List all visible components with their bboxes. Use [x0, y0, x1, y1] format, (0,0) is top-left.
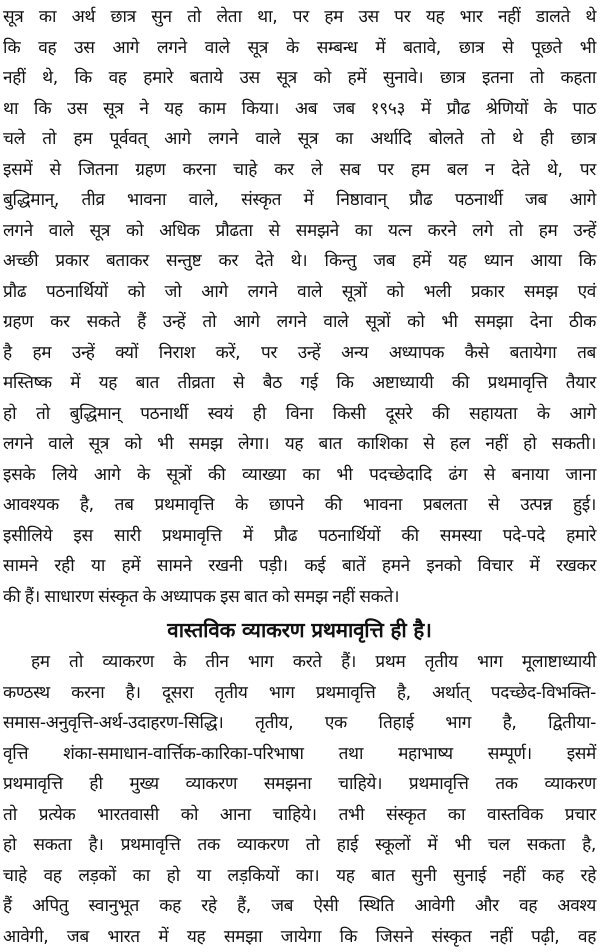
text-line: लगने वाले सूत्र को अधिक प्रौढता से समझने का यत्न करने लगे तो हम उन्हें	[3, 216, 596, 247]
text-line: मस्तिष्क में यह बात तीव्रता से बैठ गई कि अष्टाध्यायी की प्रथमावृत्ति तैयार	[3, 368, 596, 399]
text-line: प्रथमावृत्ति ही मुख्य व्याकरण समझना चाहिये। प्रथमावृत्ति तक व्याकरण	[3, 769, 596, 800]
text-line: सामने रही या हमें सामने रखनी पड़ी। कई बातें हमने इनको विचार में रखकर	[3, 551, 596, 582]
text-line: हैं अपितु स्वानुभूत कह रहे हैं, जब ऐसी स्थिति आवेगी और वह अवश्य	[3, 891, 596, 922]
text-line: बुद्धिमान्, तीव्र भावना वाले, संस्कृत में निष्ठावान् प्रौढ पठनार्थी जब आगे	[3, 185, 596, 216]
text-line: हम तो व्याकरण के तीन भाग करते हैं। प्रथम तृतीय भाग मूलाष्टाध्यायी	[3, 647, 596, 678]
text-line: कि वह उस आगे लगने वाले सूत्र के सम्बन्ध में बतावे, छात्र से पूछते भी	[3, 33, 596, 64]
text-line: चले तो हम पूर्ववत् आगे लगने वाले सूत्र का अर्थादि बोलते तो थे ही छात्र	[3, 124, 596, 155]
text-line: आवेगी, जब भारत में यह समझा जायेगा कि जिसने संस्कृत नहीं पढ़ी, वह	[3, 922, 596, 952]
text-line: आवश्यक है, तब प्रथमावृत्ति के छापने की भावना प्रबलता से उत्पन्न हुई।	[3, 490, 596, 521]
text-line: था कि उस सूत्र ने यह काम किया। अब जब १९५३ में प्रौढ श्रेणियों के पाठ	[3, 94, 596, 125]
text-line: है हम उन्हें क्यों निराश करें, पर उन्हें अन्य अध्यापक कैसे बतायेगा तब	[3, 338, 596, 369]
text-line: इसीलिये इस सारी प्रथमावृत्ति में प्रौढ पठनार्थियों की समस्या पदे-पदे हमारे	[3, 521, 596, 552]
text-line: समास-अनुवृत्ति-अर्थ-उदाहरण-सिद्धि। तृतीय, एक तिहाई भाग है, द्वितीया-	[3, 708, 596, 739]
paragraph-three-parts-of-grammar	[3, 647, 596, 952]
text-line: नहीं थे, कि वह हमारे बताये उस सूत्र को हमें सुनावे। छात्र इतना तो कहता	[3, 63, 596, 94]
text-line: हो सकता है। प्रथमावृत्ति तक व्याकरण तो हाई स्कूलों में भी चल सकता है,	[3, 830, 596, 861]
text-line: इसमें से जितना ग्रहण करना चाहे कर ले सब पर हम बल न देते थे, पर	[3, 155, 596, 186]
text-line: इसके लिये आगे के सूत्रों की व्याख्या का भी पदच्छेदादि ढंग से बनाया जाना	[3, 460, 596, 491]
text-line: हो तो बुद्धिमान् पठनार्थी स्वयं ही विना किसी दूसरे की सहायता के आगे	[3, 399, 596, 430]
text-line: सूत्र का अर्थ छात्र सुन तो लेता था, पर हम उस पर यह भार नहीं डालते थे	[3, 2, 596, 33]
text-line: कण्ठस्थ करना है। दूसरा तृतीय भाग प्रथमावृत्ति है, अर्थात् पदच्छेद-विभक्ति-	[3, 678, 596, 709]
section-heading: वास्तविक व्याकरण प्रथमावृत्ति ही है।	[3, 613, 596, 647]
text-line: वृत्ति शंका-समाधान-वार्त्तिक-कारिका-परिभाषा तथा महाभाष्य सम्पूर्ण। इसमें	[3, 739, 596, 770]
text-line: अच्छी प्रकार बताकर सन्तुष्ट कर देते थे। किन्तु जब हमें यह ध्यान आया कि	[3, 246, 596, 277]
text-line: ग्रहण कर सकते हैं उन्हें तो आगे लगने वाले सूत्रों को भी समझा देना ठीक	[3, 307, 596, 338]
paragraph-prathamavritti-origin	[3, 2, 596, 612]
text-line: चाहे वह लड़कों का हो या लड़कियों का। यह बात सुनी सुनाई नहीं कह रहे	[3, 861, 596, 892]
text-line: तो प्रत्येक भारतवासी को आना चाहिये। तभी संस्कृत का वास्तविक प्रचार	[3, 800, 596, 831]
text-line: की हैं। साधारण संस्कृत के अध्यापक इस बात को समझ नहीं सकते।	[3, 582, 596, 613]
text-line: लगने वाले सूत्र को भी समझ लेगा। यह बात काशिका से हल नहीं हो सकती।	[3, 429, 596, 460]
text-line: प्रौढ पठनार्थियों को जो आगे लगने वाले सूत्रों को भली प्रकार समझ एवं	[3, 277, 596, 308]
